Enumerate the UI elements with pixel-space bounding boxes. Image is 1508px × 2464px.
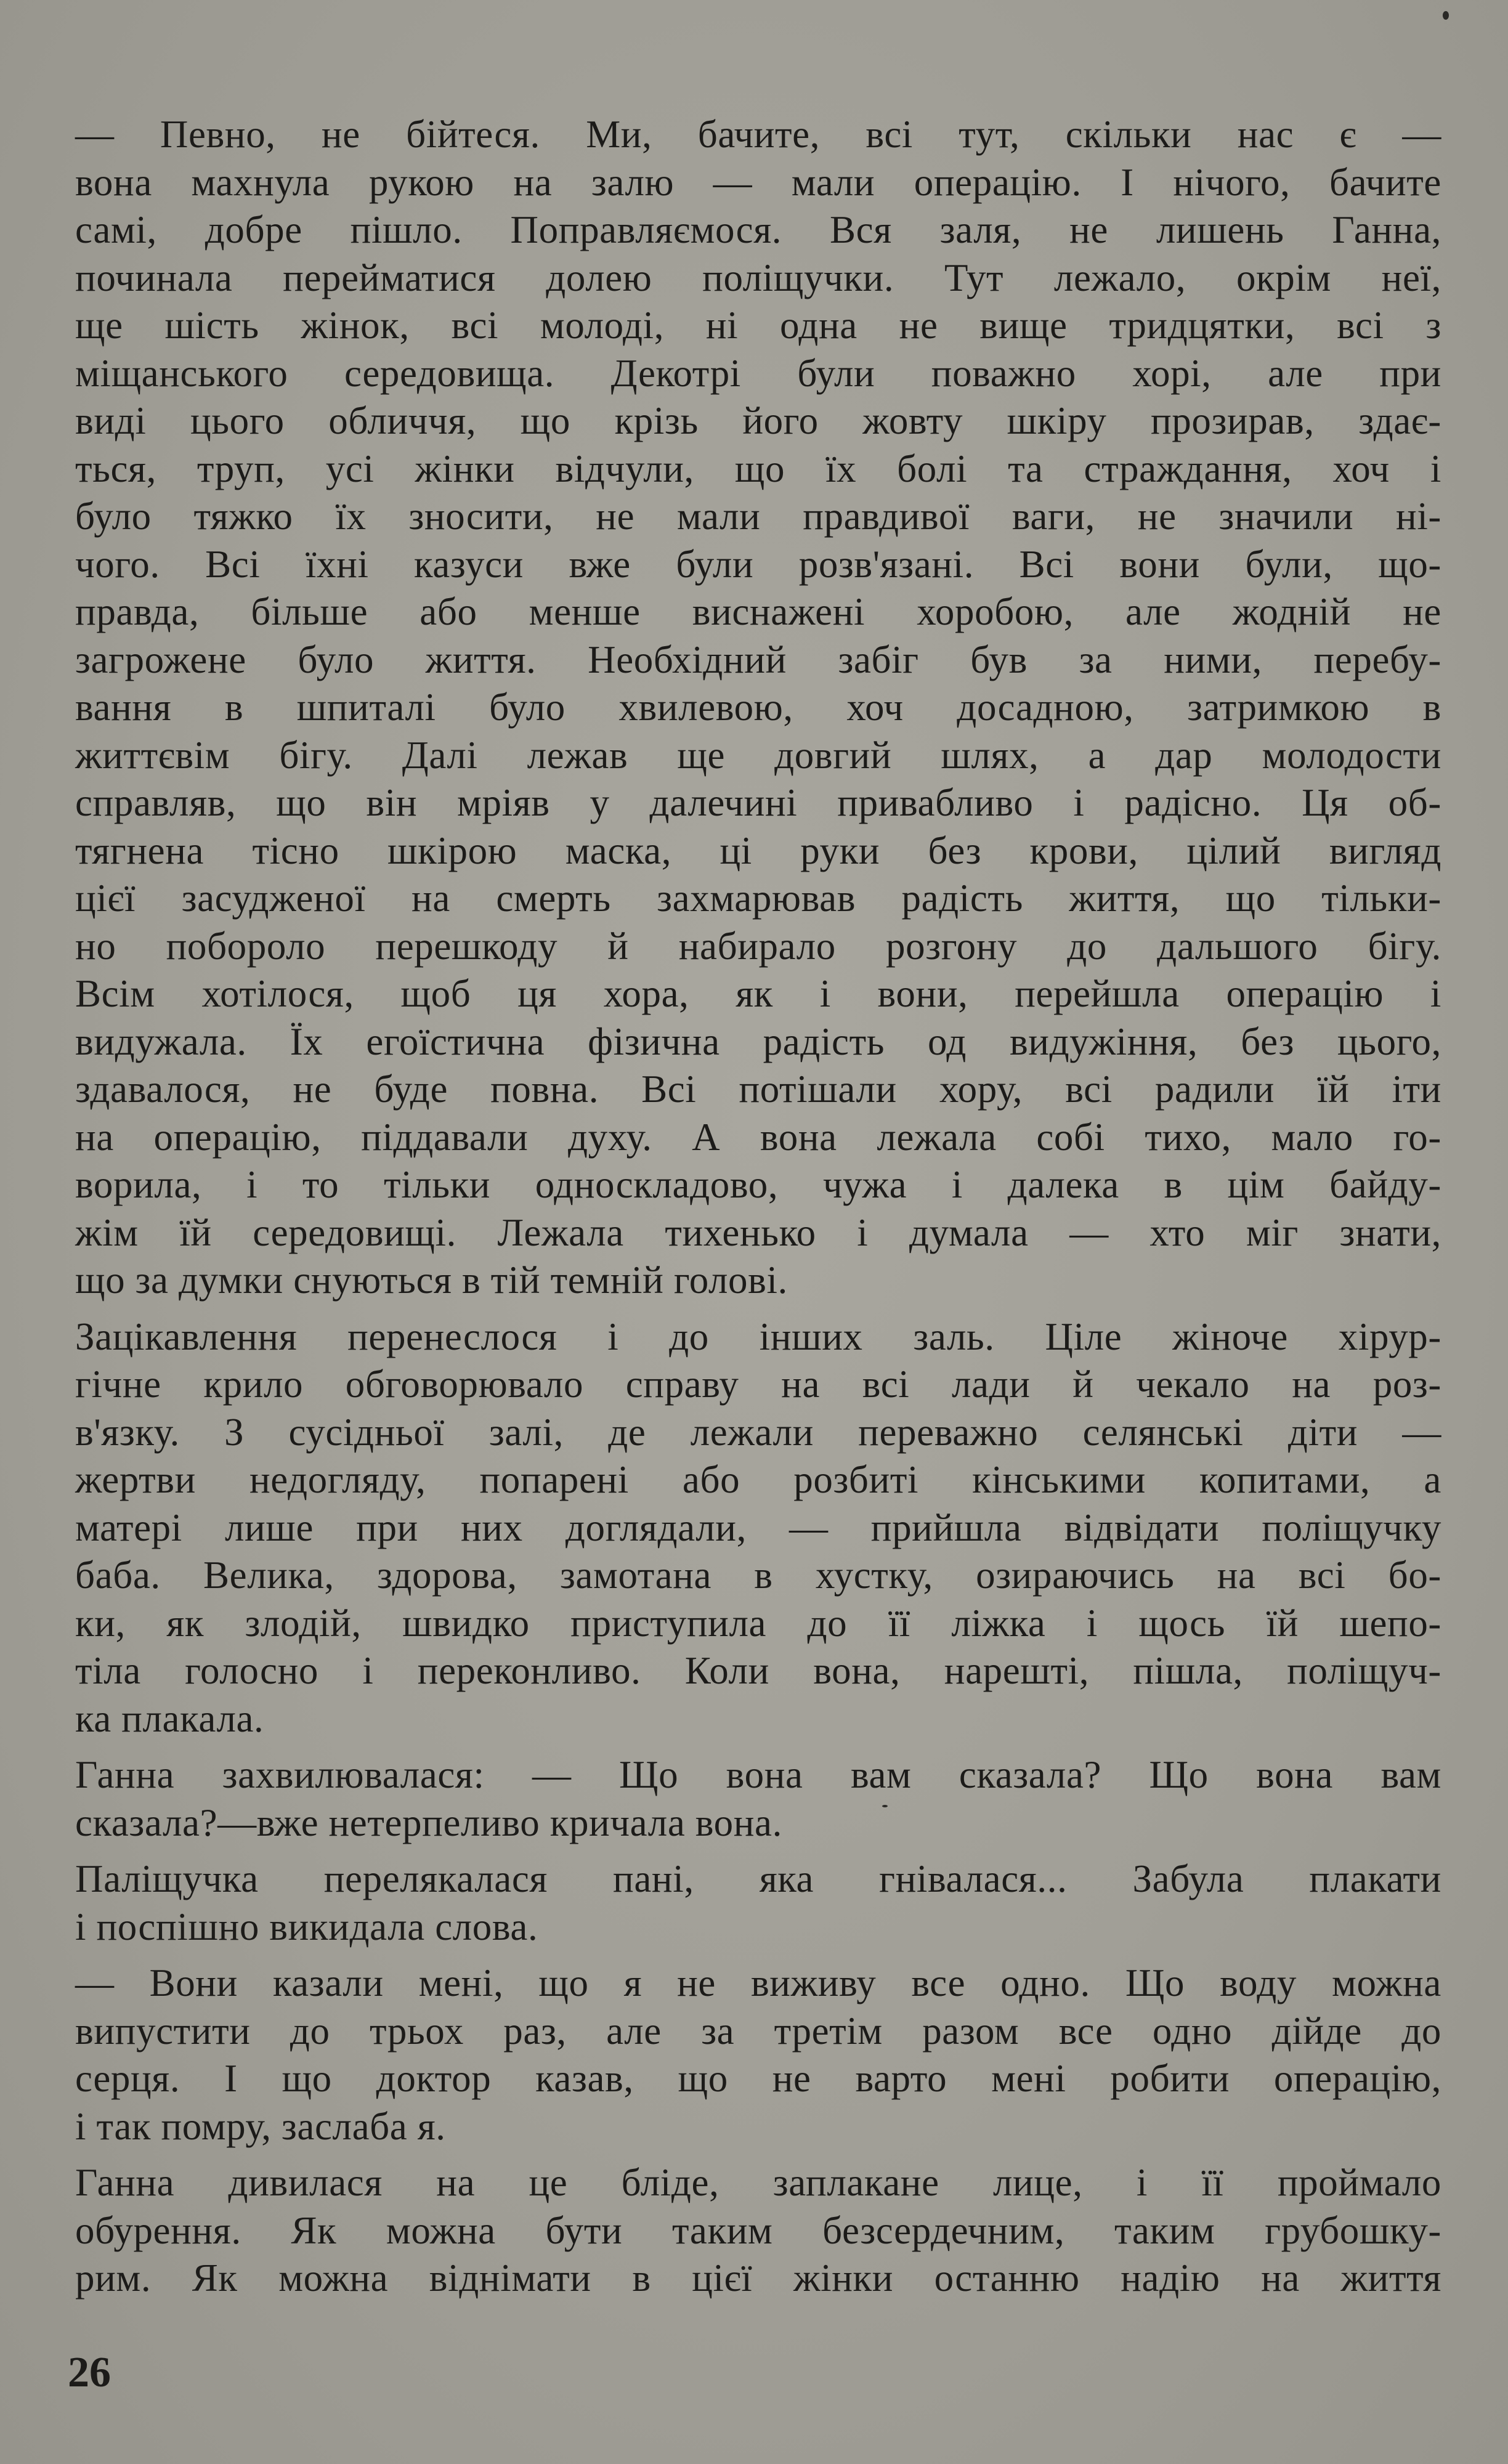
paragraph <box>75 1959 1441 2150</box>
text-line: — Вони казали мені, що я не виживу все одно. Що воду можна <box>75 1961 1441 2004</box>
text-line: вона махнула рукою на залю — мали операцію. І нічого, бачите <box>75 160 1441 204</box>
text-line: видужала. Їх егоїстична фізична радість од видужіння, без цього, <box>75 1019 1441 1063</box>
text-line: що за думки снуються в тій темній голові. <box>75 1258 788 1302</box>
text-line: на операцію, піддавали духу. А вона лежала собі тихо, мало го- <box>75 1115 1441 1159</box>
text-line: ки, як злодій, швидко приступила до її ліжка і щось їй шепо- <box>75 1601 1441 1645</box>
text-line: і так помру, заслаба я. <box>75 2104 446 2148</box>
text-line: — Певно, не бійтеся. Ми, бачите, всі тут, скільки нас є — <box>75 113 1441 156</box>
text-line: ворила, і то тільки односкладово, чужа і далека в цім байду- <box>75 1163 1441 1206</box>
text-line: обурення. Як можна бути таким безсердечним, таким грубошку- <box>75 2208 1441 2252</box>
text-line: но побороло перешкоду й набирало розгону до дальшого бігу. <box>75 924 1441 968</box>
text-line: життєвім бігу. Далі лежав ще довгий шлях, а дар молодости <box>75 733 1441 777</box>
text-line: правда, більше або менше виснажені хоробою, але жодній не <box>75 590 1441 633</box>
paragraph <box>75 1855 1441 1951</box>
paragraph <box>75 2159 1441 2303</box>
print-speck <box>882 1805 888 1807</box>
text-line: Всім хотілося, щоб ця хора, як і вони, перейшла операцію і <box>75 972 1441 1015</box>
text-line: в'язку. З сусідньої залі, де лежали переважно селянські діти — <box>75 1410 1441 1454</box>
text-line: рим. Як можна віднімати в цієї жінки останню надію на життя <box>75 2256 1441 2300</box>
text-line: і поспішно викидала слова. <box>75 1905 538 1948</box>
text-line: Ганна дивилася на це бліде, заплакане лице, і її проймало <box>75 2161 1441 2204</box>
text-line: сказала?—вже нетерпеливо кричала вона. <box>75 1801 782 1844</box>
text-line: ться, труп, усі жінки відчули, що їх болі та страждання, хоч і <box>75 447 1441 490</box>
paragraph <box>75 111 1441 1305</box>
text-line: вання в шпиталі було хвилевою, хоч досадною, затримкою в <box>75 686 1441 729</box>
text-line: серця. І що доктор казав, що не варто мені робити операцію, <box>75 2057 1441 2100</box>
text-line: загрожене було життя. Необхідний забіг був за ними, перебу- <box>75 638 1441 681</box>
body-text <box>75 111 1441 2303</box>
text-line: чого. Всі їхні казуси вже були розв'язані. Всі вони були, що- <box>75 542 1441 586</box>
text-line: тіла голосно і переконливо. Коли вона, нарешті, пішла, поліщуч- <box>75 1649 1441 1692</box>
text-line: матері лише при них доглядали, — прийшла відвідати поліщучку <box>75 1506 1441 1549</box>
text-line: було тяжко їх зносити, не мали правдивої ваги, не значили ні- <box>75 495 1441 538</box>
text-line: жім їй середовищі. Лежала тихенько і думала — хто міг знати, <box>75 1210 1441 1254</box>
text-line: починала перейматися долею поліщучки. Тут лежало, окрім неї, <box>75 256 1441 299</box>
paragraph <box>75 1751 1441 1847</box>
text-line: Ганна захвилювалася: — Що вона вам сказала? Що вона вам <box>75 1753 1441 1796</box>
text-line: Паліщучка перелякалася пані, яка гнівалася... Забула плакати <box>75 1857 1441 1900</box>
text-line: тягнена тісно шкірою маска, ці руки без крови, цілий вигляд <box>75 829 1441 872</box>
text-line: виді цього обличчя, що крізь його жовту шкіру прозирав, здає- <box>75 399 1441 442</box>
text-line: самі, добре пішло. Поправляємося. Вся заля, не лишень Ганна, <box>75 208 1441 251</box>
text-line: здавалося, не буде повна. Всі потішали хору, всі радили їй іти <box>75 1068 1441 1111</box>
paragraph <box>75 1313 1441 1743</box>
text-line: міщанського середовища. Декотрі були поважно хорі, але при <box>75 351 1441 395</box>
text-line: Зацікавлення перенеслося і до інших заль. Ціле жіноче хірур- <box>75 1315 1441 1358</box>
text-line: випустити до трьох раз, але за третім разом все одно дійде до <box>75 2009 1441 2053</box>
text-line: ще шість жінок, всі молоді, ні одна не вище тридцятки, всі з <box>75 304 1441 347</box>
text-line: ка плакала. <box>75 1696 264 1740</box>
text-line: гічне крило обговорювало справу на всі лади й чекало на роз- <box>75 1363 1441 1406</box>
text-line: жертви недогляду, попарені або розбиті кінськими копитами, а <box>75 1458 1441 1501</box>
page-number: 26 <box>68 2349 111 2396</box>
text-line: баба. Велика, здорова, замотана в хустку, озираючись на всі бо- <box>75 1554 1441 1597</box>
text-line: справляв, що він мріяв у далечині привабливо і радісно. Ця об- <box>75 781 1441 824</box>
text-line: цієї засудженої на смерть захмарював радість життя, що тільки- <box>75 877 1441 920</box>
print-speck <box>1443 11 1449 20</box>
